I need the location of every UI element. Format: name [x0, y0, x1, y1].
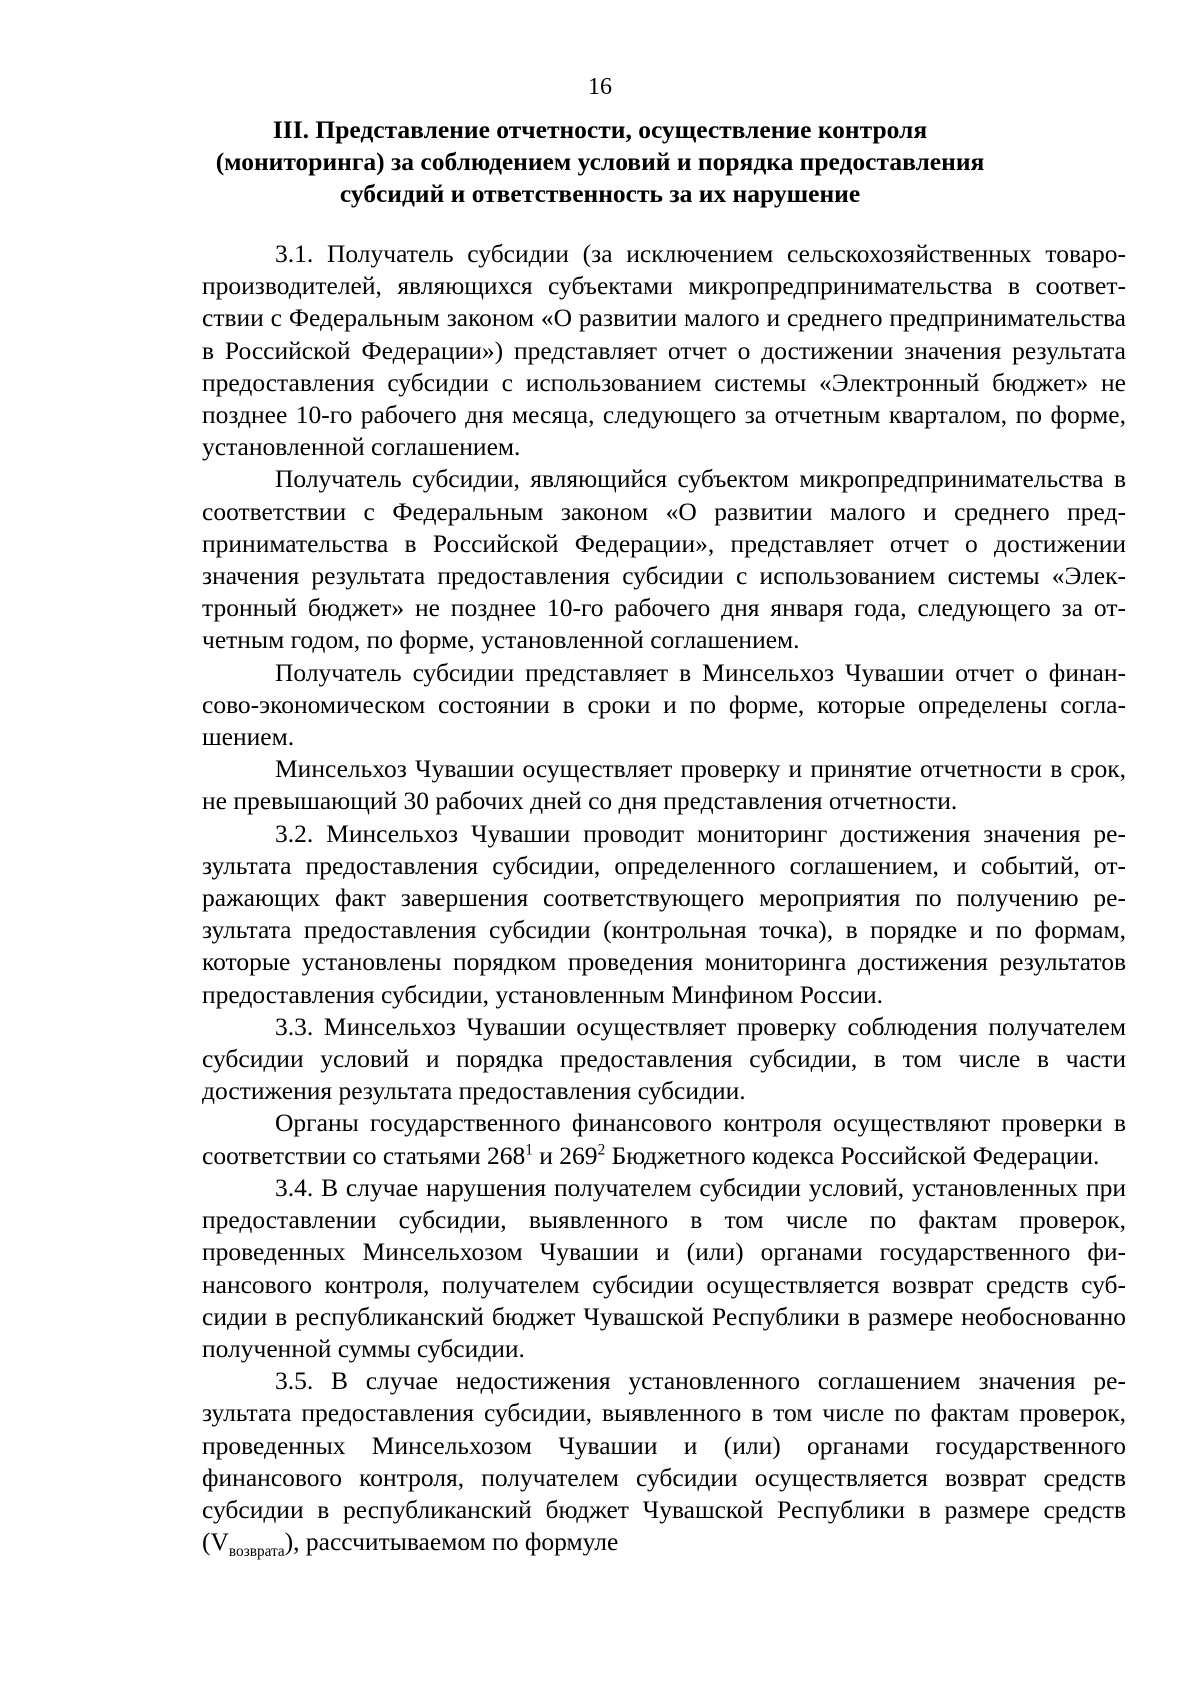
paragraph-3-1: 3.1. Получатель субсидии (за исключением сельскохозяйственных товаропроизводителей, являющихся субъектами микропредпринимательства в соответствии с Федеральным законом «О развитии малого и среднего предпринимательства в Российской Федерации») представляет отчет о достижении значения результата предоставления субсидии с использованием системы «Электронный бюджет» не позднее 10-го рабочего дня месяца, следующего за отчетным кварталом, по форме, установленной соглашением. — [202, 239, 1126, 462]
body-text — [202, 238, 1126, 1561]
paragraph-micro-entrepreneur-report: Получатель субсидии, являющийся субъектом микропредпринимательства в соответствии с Федеральным законом «О развитии малого и среднего предпринимательства в Российской Федерации», представляет отчет о достижении значения результата предоставления субсидии с использованием системы «Электронный бюджет» не позднее 10-го рабочего дня января года, следующего за отчетным годом, по форме, установленной соглашением. — [202, 464, 1126, 655]
page-number: 16 — [588, 74, 612, 100]
v-return-subscript: возврата — [228, 1543, 285, 1561]
paragraph-financial-control-text-3: Бюджетного кодекса Российской Федерации. — [605, 1140, 1100, 1170]
paragraph-report-check: Минсельхоз Чувашии осуществляет проверку и принятие отчетности в срок, не превышающий 30 рабочих дней со дня представления отчетности. — [202, 754, 1126, 816]
paragraph-financial-control-text-2: и 269 — [532, 1140, 598, 1170]
article-268-superscript: 1 — [525, 1141, 533, 1159]
paragraph-3-2: 3.2. Минсельхоз Чувашии проводит мониторинг достижения значения результата предоставления субсидии, определенного соглашением, и событий, отражающих факт завершения соответствующего мероприятия по получению результата предоставления субсидии (контрольная точка), в порядке и по формам, которые установлены порядком проведения мониторинга достижения результатов предоставления субсидии, установленным Минфином России. — [202, 818, 1126, 1009]
section-title-line-2: (мониторинга) за соблюдением условий и порядка предоставления — [215, 147, 985, 176]
paragraph-financial-control — [202, 1107, 1126, 1171]
section-title-line-1: III. Представление отчетности, осуществление контроля — [272, 115, 928, 144]
section-title-line-3: субсидий и ответственность за их нарушение — [339, 179, 861, 208]
paragraph-financial-control-text-1: Органы государственного финансового контроля осуществляют проверки в соответствии со статьями 268 — [202, 1108, 1126, 1170]
article-269-superscript: 2 — [597, 1141, 606, 1159]
paragraph-3-5 — [202, 1365, 1126, 1561]
paragraph-3-5-text-1: 3.5. В случае недостижения установленного соглашением значения результата предоставления субсидии, выявленного в том числе по фактам проверок, проведенных Минсельхозом Чувашии и (или) органами государственного финансового контроля, получателем субсидии осуществляется возврат средств субсидии в республиканский бюджет Чувашской Республики в размере средств (V — [202, 1366, 1126, 1557]
paragraph-3-3: 3.3. Минсельхоз Чувашии осуществляет проверку соблюдения получателем субсидии условий и порядка предоставления субсидии, в том числе в части достижения результата предоставления субсидии. — [202, 1011, 1126, 1106]
paragraph-3-4: 3.4. В случае нарушения получателем субсидии условий, установленных при предоставлении субсидии, выявленного в том числе по фактам проверок, проведенных Минсельхозом Чувашии и (или) органами государственного финансового контроля, получателем субсидии осуществляется возврат средств субсидии в республиканский бюджет Чувашской Республики в размере необоснованно полученной суммы субсидии. — [202, 1172, 1126, 1363]
paragraph-3-5-text-2: ), рассчитываемом по формуле — [284, 1527, 619, 1557]
paragraph-financial-report: Получатель субсидии представляет в Минсельхоз Чувашии отчет о финансово-экономическом состоянии в сроки и по форме, которые определены соглашением. — [202, 657, 1126, 752]
section-title — [200, 114, 1000, 210]
